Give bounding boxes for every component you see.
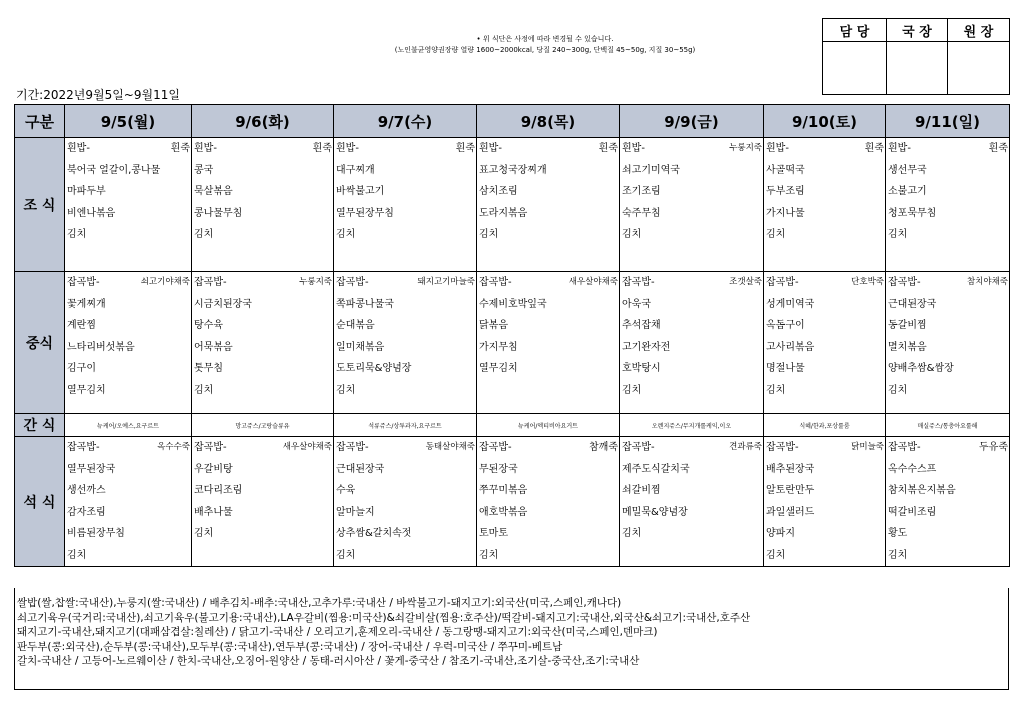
origin-line: 판두부(콩:외국산),순두부(콩:국내산),모두부(콩:국내산),연두부(콩:국내산) / 장어-국내산 / 우럭-미국산 / 쭈꾸미-베트남 [17,640,563,653]
menu-item: 수제비호박잎국 [479,298,547,310]
menu-item: 쪽파콩나물국 [336,298,394,310]
menu-cell [764,272,886,414]
staple-line [192,272,333,294]
menu-item: 김치 [336,229,356,240]
menu-item [477,380,619,402]
menu-item: 시금치된장국 [194,298,252,310]
menu-cell [65,138,192,272]
rice-item: 잡곡밥- [766,277,799,288]
menu-notice [330,34,760,56]
porridge-item: 조갯살죽 [729,277,762,287]
staple-line [65,437,191,459]
day-header: 9/10(토) [764,105,886,138]
rice-item: 잡곡밥- [194,277,227,288]
origin-line: 돼지고기-국내산,돼지고기(대패삼겹살:칠레산) / 닭고기-국내산 / 오리고기,훈제오리-국내산 / 동그랑땡-돼지고기:외국산(미국,스페인,덴마크) [17,626,658,638]
staple-line [764,272,885,294]
menu-item: 조기조림 [622,186,661,197]
snack-cell: 망고쥬스/고랑슬류유 [192,414,334,437]
porridge-item: 두유죽 [979,442,1008,453]
rice-item: 잡곡밥- [194,442,227,453]
menu-cell [334,437,477,567]
menu-item: 가지나물 [766,207,805,219]
menu-item: 황도 [888,528,908,539]
staple-line [334,138,476,160]
menu-item: 토마토 [479,528,508,539]
rice-item: 잡곡밥- [888,277,921,288]
menu-item: 김치 [888,549,908,561]
approval-box [822,18,1010,95]
menu-cell [192,272,334,414]
rice-item: 잡곡밥- [888,442,921,453]
menu-item: 김치 [479,549,499,561]
menu-item: 김치 [888,229,908,240]
porridge-item: 새우살야채죽 [282,442,332,452]
menu-item: 쇠갈비찜 [622,485,661,496]
menu-item: 아욱국 [622,298,651,310]
menu-item [620,545,763,567]
menu-item [192,545,333,567]
porridge-item: 닭미늘죽 [851,442,884,452]
staple-line [477,437,619,459]
menu-item: 마파두부 [67,186,106,197]
approval-sign-staff [823,42,887,95]
menu-item: 콩나물무침 [194,207,243,219]
staple-line [192,437,333,459]
menu-item: 숙주무침 [622,207,661,219]
staple-line [764,437,885,459]
notice-line-1: • 위 식단은 사정에 따라 변경될 수 있습니다. [476,35,614,43]
staple-line [620,272,763,294]
menu-cell [334,138,477,272]
rice-item: 잡곡밥- [479,277,512,288]
menu-item: 동갈비찜 [888,320,927,331]
porridge-item: 쇠고기야채죽 [140,277,190,287]
menu-item: 김치 [766,384,786,396]
menu-cell [334,272,477,414]
porridge-item: 참치야채죽 [966,277,1008,287]
meal-row [15,437,1010,567]
porridge-item: 흰죽 [988,143,1008,154]
menu-cell [764,437,886,567]
approval-sign-director [887,42,948,95]
menu-cell [477,138,620,272]
menu-item: 생선까스 [67,485,106,496]
rice-item: 흰밥- [67,143,90,154]
meal-label: 석 식 [15,437,65,567]
menu-cell [886,437,1010,567]
menu-item: 삼치조림 [479,186,518,197]
menu-item: 알토란만두 [766,485,815,496]
menu-item: 닭볶음 [479,320,508,331]
meal-label: 중식 [15,272,65,414]
snack-cell: 뉴케어/엑티비아요거트 [477,414,620,437]
rice-item: 잡곡밥- [336,442,369,453]
menu-item: 애호박볶음 [479,506,528,518]
menu-item: 꽃게찌개 [67,298,106,310]
menu-item: 대구찌개 [336,164,375,176]
staple-line [65,138,191,160]
porridge-item: 흰죽 [864,143,884,154]
staple-line [477,272,619,294]
menu-cell [620,437,764,567]
menu-item: 양배추쌈&쌈장 [888,363,954,374]
menu-item: 비름된장무침 [67,528,125,539]
menu-item: 추석잡채 [622,320,661,331]
menu-item: 무된장국 [479,463,518,475]
rice-item: 잡곡밥- [479,442,512,453]
menu-cell [886,272,1010,414]
day-header: 9/5(월) [65,105,192,138]
menu-cell [764,138,886,272]
porridge-item: 참깨죽 [589,442,618,453]
porridge-item: 새우살야채죽 [568,277,618,287]
menu-item: 일미채볶음 [336,341,385,353]
day-header: 9/8(목) [477,105,620,138]
menu-item: 옥수수스프 [888,463,937,475]
menu-item: 느타리버섯볶음 [67,341,135,353]
menu-item: 김치 [622,528,642,539]
notice-line-2: (노인불균영양권장량 열량 1600~2000kcal, 당질 240~300g, 단백질 45~50g, 지질 30~55g) [394,46,696,54]
rice-item: 흰밥- [766,143,789,154]
menu-item: 고사리볶음 [766,341,815,353]
menu-item: 메밀묵&양념장 [622,506,688,518]
menu-item: 비엔나볶음 [67,207,116,219]
approval-sign-head [948,42,1010,95]
approval-label-head: 원 장 [948,19,1010,42]
menu-item: 김치 [622,384,642,396]
corner-label: 구분 [15,105,65,138]
menu-item: 김치 [336,384,356,396]
menu-item: 김치 [67,549,87,561]
porridge-item: 흰죽 [312,143,332,154]
menu-item: 어묵볶음 [194,341,233,353]
day-header: 9/6(화) [192,105,334,138]
menu-item: 떡갈비조림 [888,506,937,518]
day-header: 9/9(금) [620,105,764,138]
porridge-item: 흰죽 [598,143,618,154]
meal-row [15,272,1010,414]
meal-label: 간 식 [15,414,65,437]
menu-item: 생선무국 [888,164,927,176]
snack-cell: 뉴케어/오예스,요구르트 [65,414,192,437]
menu-item: 김치 [336,549,356,561]
rice-item: 잡곡밥- [336,277,369,288]
menu-item: 청포묵무침 [888,207,937,219]
menu-item: 옥돔구이 [766,320,805,331]
rice-item: 흰밥- [622,143,645,154]
menu-item: 열무된장무침 [336,207,394,219]
menu-item: 감자조림 [67,506,106,518]
menu-item: 김치 [194,384,214,396]
menu-item: 상추쌈&갈치속젓 [336,528,412,539]
rice-item: 잡곡밥- [67,277,100,288]
menu-item: 가지무침 [479,341,518,353]
rice-item: 잡곡밥- [622,442,655,453]
menu-item: 두부조림 [766,186,805,197]
menu-item: 배추된장국 [766,463,815,475]
porridge-item: 흰죽 [170,143,190,154]
menu-item: 열무김치 [67,384,106,396]
menu-item: 도라지볶음 [479,207,528,219]
menu-item: 멸치볶음 [888,341,927,353]
menu-item: 과일샐러드 [766,506,815,518]
menu-period: 기간:2022년9월5일~9월11일 [16,88,180,102]
porridge-item: 흰죽 [455,143,475,154]
porridge-item: 견과류죽 [729,442,762,452]
approval-label-director: 국 장 [887,19,948,42]
approval-label-staff: 담 당 [823,19,887,42]
rice-item: 흰밥- [888,143,911,154]
menu-item: 김치 [479,229,499,240]
menu-item: 바싹불고기 [336,186,385,197]
staple-line [477,138,619,160]
snack-cell: 식혜/한과,포상룰룸 [764,414,886,437]
snack-cell: 석류쥬스/상투과자,요구르트 [334,414,477,437]
staple-line [65,272,191,294]
staple-line [334,272,476,294]
menu-item: 제주도식갈치국 [622,463,690,475]
menu-cell [620,272,764,414]
day-header-row [15,105,1010,138]
rice-item: 흰밥- [194,143,217,154]
menu-item: 고기완자전 [622,341,671,353]
menu-item: 근대된장국 [336,463,385,475]
menu-cell [192,437,334,567]
menu-item: 쭈꾸미볶음 [479,485,528,496]
porridge-item: 단호박죽 [851,277,884,287]
origin-line: 쌀밥(쌀,찹쌀:국내산),누룽지(쌀:국내산) / 배추김치-배추:국내산,고추가루:국내산 / 바싹불고기-돼지고기:외국산(미국,스페인,캐나다) [17,597,622,609]
rice-item: 흰밥- [479,143,502,154]
menu-item: 김치 [194,528,214,539]
menu-item: 김치 [194,229,214,240]
menu-item: 묵살볶음 [194,186,233,197]
menu-item: 표고청국장찌개 [479,164,547,176]
menu-cell [477,437,620,567]
origin-line: 쇠고기육우(국거리:국내산),쇠고기육우(불고기용:국내산),LA우갈비(찜용:미국산)&쇠갈비살(찜용:호주산)/떡갈비-돼지고기:국내산,외국산&쇠고기:국내산,호주산 [17,611,751,624]
menu-item: 김치 [766,229,786,240]
rice-item: 흰밥- [336,143,359,154]
porridge-item: 누룽지죽 [729,143,762,153]
day-header: 9/7(수) [334,105,477,138]
snack-cell: 오렌지쥬스/무지개롤케익,이오 [620,414,764,437]
staple-line [886,272,1009,294]
menu-cell [886,138,1010,272]
menu-cell [192,138,334,272]
menu-item: 소불고기 [888,186,927,197]
menu-item: 순대볶음 [336,320,375,331]
menu-item: 김치 [67,229,87,240]
meal-row [15,138,1010,272]
menu-item: 수육 [336,485,356,496]
snack-cell: 매실쥬스/통충아요룰해 [886,414,1010,437]
staple-line [886,138,1009,160]
menu-item: 콩국 [194,164,214,176]
origin-info [14,588,1009,690]
rice-item: 잡곡밥- [622,277,655,288]
meal-row [15,414,1010,437]
menu-item: 도토리묵&양념장 [336,363,412,374]
menu-item: 우갈비탕 [194,463,233,475]
menu-item: 사골떡국 [766,164,805,176]
menu-item: 쇠고기미역국 [622,164,680,176]
menu-item: 배추나물 [194,506,233,518]
menu-item: 성게미역국 [766,298,815,310]
porridge-item: 옥수수죽 [157,442,190,452]
weekly-menu-table [14,104,1010,567]
day-header: 9/11(일) [886,105,1010,138]
menu-item: 김치 [888,384,908,396]
menu-item: 톳무침 [194,363,223,374]
menu-item: 명절나물 [766,363,805,374]
menu-item: 호박탕시 [622,363,661,374]
menu-item: 근대된장국 [888,298,937,310]
menu-cell [65,272,192,414]
staple-line [620,138,763,160]
menu-cell [65,437,192,567]
porridge-item: 동태살야채죽 [425,442,475,452]
origin-line: 갈치-국내산 / 고등어-노르웨이산 / 한치-국내산,오징어-원양산 / 동태-러시아산 / 꽃게-중국산 / 참조기-국내산,조기살-중국산,조기:국내산 [17,655,640,667]
menu-item: 김치 [766,549,786,561]
menu-item: 계란찜 [67,320,96,331]
menu-item: 김구이 [67,363,96,374]
menu-cell [620,138,764,272]
porridge-item: 돼지고기마늘죽 [417,277,475,287]
menu-item: 코다리조림 [194,485,243,496]
menu-item: 열무된장국 [67,463,116,475]
menu-cell [477,272,620,414]
meal-label: 조 식 [15,138,65,272]
menu-item: 탕수육 [194,320,223,331]
menu-item: 김치 [622,229,642,240]
rice-item: 잡곡밥- [766,442,799,453]
staple-line [764,138,885,160]
staple-line [886,437,1009,459]
rice-item: 잡곡밥- [67,442,100,453]
menu-item: 알마늘지 [336,506,375,518]
staple-line [192,138,333,160]
menu-item: 양파지 [766,528,795,539]
menu-item: 북어국 얼갈이,콩나물 [67,164,161,176]
staple-line [334,437,476,459]
menu-item: 참치볶은지볶음 [888,485,956,496]
staple-line [620,437,763,459]
menu-item: 열무김치 [479,363,518,374]
porridge-item: 누룽지죽 [299,277,332,287]
